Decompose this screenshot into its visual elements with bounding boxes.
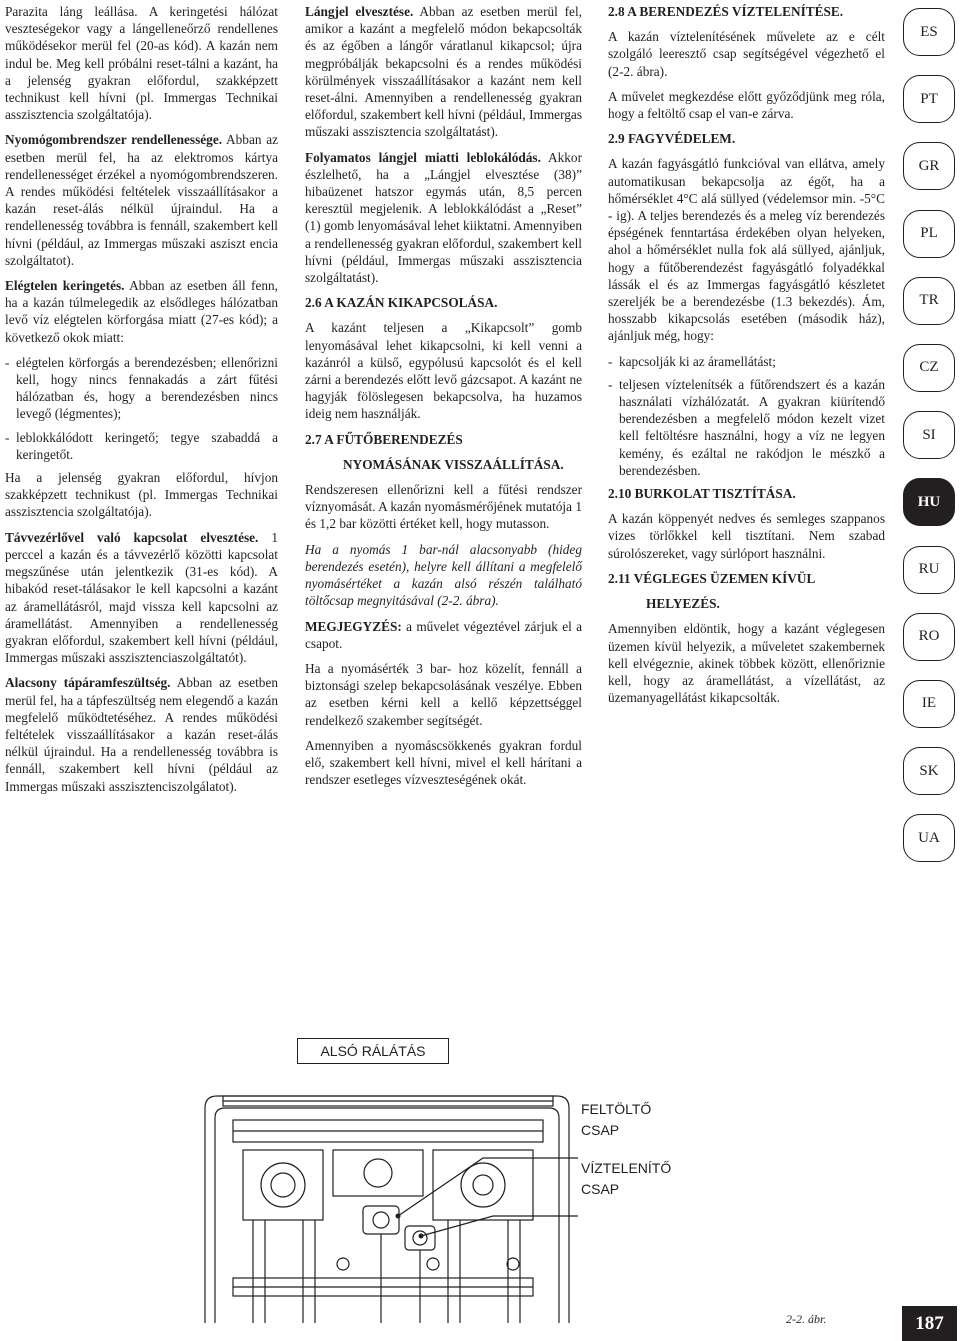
section-heading-2-11-cont: HELYEZÉS.	[646, 596, 720, 612]
paragraph: Elégtelen keringetés. Abban az esetben áll fenn, ha a kazán túlmelegedik az elsődleges hálózatban levő víz elégtelen körforgása miatt (27-es kód); a következő okok miatt:	[5, 278, 278, 345]
paragraph: A kazánt teljesen a „Kikapcsolt” gomb lenyomásával lehet kikapcsolni, ki kell venni a kazánról a külső, egypólusú kapcsolót és el kell zárni a berendezés előtt levő gázcsapot. A kazánt ne hagyják fölöslegesen bekapcsolva, ha huzamos ideig nem használják.	[305, 320, 582, 422]
tab-tr[interactable]: TR	[903, 277, 955, 325]
list-item: - kapcsolják ki az áramellátást;	[608, 353, 776, 369]
paragraph: Folyamatos lángjel miatti leblokálódás. Akkor észlelhető, ha a „Lángjel elvesztése (38)” hibaüzenet hatszor egymás után, 8,5 percen keresztül megjelenik. A leblokkálódást a „Reset” (1) gomb lenyomásával lehet kiiktatni. Amennyiben a rendellenesség gyakran előfordul, szakembert kell hívni (például, Immergas műszaki asszisztencia szolgáltatást).	[305, 149, 582, 286]
callout-drain-valve: VÍZTELENÍTŐ CSAP	[581, 1160, 672, 1197]
paragraph-heading: Elégtelen keringetés.	[5, 278, 125, 294]
tab-gr[interactable]: GR	[903, 142, 955, 190]
tab-hu[interactable]: HU	[903, 478, 955, 526]
paragraph-heading: Alacsony tápáramfeszültség.	[5, 675, 171, 691]
section-heading-2-7-cont: NYOMÁSÁNAK VISSZAÁLLÍTÁSA.	[343, 456, 564, 472]
paragraph: Alacsony tápáramfeszültség. Abban az esetben merül fel, ha a tápfeszültség nem elegendő a kazán megfelelő működtetéséhez. A rendes működési feltételek visszaállításakor a kazán reset-álás nélkül újraindul. Ha a rendellenesség továbbra is fennáll, szakembert kell hívni (például az Immergas műszaki asszisztenciszolgálatot).	[5, 675, 278, 794]
paragraph-heading: Távvezérlővel való kapcsolat elvesztése.	[5, 529, 259, 545]
paragraph: Parazita láng leállása. A keringetési hálózat veszteségekor vagy a lángelleneőrző rendellenes működésekor merül fel (20-as kód). A kazán nem indul be. Meg kell próbálni reset-tálni a kazánt, ha a jelenség gyakran előfordul, szakképzett technikust kell hívni (pl. Immergas Technikai asszisztencia szolgáltatója).	[5, 4, 278, 123]
language-tabs	[903, 8, 955, 881]
tab-pl[interactable]: PL	[903, 210, 955, 258]
section-heading-2-8: 2.8 A BERENDEZÉS VÍZTELENÍTÉSE.	[608, 4, 844, 19]
list-item: - teljesen víztelenítsék a fűtőrendszert és a kazán használati vízhálózatát. A gyakran kiürítendő berendezésben a megfelelő módon kezelt vizet kell feltöltésre használni, hogy a víz ne legyen kemény, és ezáltal ne rakódjon le mészkő a berendezésben.	[608, 376, 885, 478]
tab-ie[interactable]: IE	[903, 680, 955, 728]
column-left	[5, 3, 278, 803]
tab-pt[interactable]: PT	[903, 75, 955, 123]
paragraph: Nyomógombrendszer rendellenessége. Abban az esetben merül fel, ha az elektromos kártya rendellenességet érzékel a nyomógombrendszeren. A rendes működési feltételek visszaállításakor a kazán reset-álás nélkül újraindul. Ha a rendellenesség továbbra is fennáll, szakembert kell hívni (például, az Immergas műszaki asziszt encia szolgáltatot).	[5, 132, 279, 268]
paragraph: Rendszeresen ellenőrizni kell a fűtési rendszer víznyomását. A kazán nyomásmérőjének mutatója 1 és 1,2 bar közötti értéket kell, hogy mutasson.	[305, 482, 582, 532]
paragraph-heading: Nyomógombrendszer rendellenessége.	[5, 132, 223, 148]
paragraph: Távvezérlővel való kapcsolat elvesztése. 1 perccel a kazán és a távvezérlő közötti kapcsolat megszűnése után jelentkezik (31-es kód). A hibakód reset-tálásakor le kell kapcsolni a kazánt az áramellátásról, majd vissza kell kapcsolni az áramellátást. Amennyiben a rendellenesség gyakran előfordul, szakembert kell hívni (például, Immergas műszaki asszisztenciaszolgáltatót).	[5, 529, 278, 666]
section-heading-2-7: 2.7 A FŰTŐBERENDEZÉS	[305, 431, 463, 447]
tab-ro[interactable]: RO	[903, 613, 955, 661]
paragraph: Amennyiben eldöntik, hogy a kazánt véglegesen üzemen kívül helyezik, a műveletet szakembernek kell elvégeznie, akinek többek között, ellenőriznie kell, hogy az áramellátást, a vízellátást, az üzemanyagellátást kikapcsolták.	[608, 621, 885, 706]
paragraph: A művelet megkezdése előtt győződjünk meg róla, hogy a feltöltő csap el van-e zárva.	[608, 88, 885, 122]
paragraph-heading: Folyamatos lángjel miatti leblokálódás.	[305, 149, 541, 165]
column-right	[608, 3, 885, 714]
paragraph: A kazán víztelenítésének művelete az e célt szolgáló leeresztő csap segítségével végezhető el (2-2. ábra).	[608, 29, 885, 79]
boiler-bottom-view-figure	[193, 1038, 773, 1323]
list-item: - elégtelen körforgás a berendezésben; ellenőrizni kell, hogy nincs fennakadás a zárt fűtési hálózatban és, hogy a berendezésben nincs levegő (légmentes);	[5, 354, 278, 422]
tab-sk[interactable]: SK	[903, 747, 955, 795]
tab-ru[interactable]: RU	[903, 546, 955, 594]
paragraph: A kazán fagyásgátló funkcióval van ellátva, amely automatikusan bekapcsolja az égőt, ha a hőmérséklet 4°C alá süllyed (védelemsor min. -5°C - ig). A teljes berendezés és a meleg víz berendezés épségének fenntartása érdekében olyan helyeken, ahol a hőmérséklet nulla fok alá süllyed, ajánljuk, hogy a fűtőberendezést fagyásgátló folyadékkal lássák el és az Immergas fagyásgátló készletet szereljék be a berendezésbe (1.3 bekezdés). Ám, hosszabb kikapcsolás esetében (második ház), ajánljuk még, hogy:	[608, 156, 885, 344]
section-heading-2-9: 2.9 FAGYVÉDELEM.	[608, 131, 736, 147]
paragraph: MEGJEGYZÉS: a művelet végeztével zárjuk el a csapot.	[305, 618, 583, 651]
section-heading-2-6: 2.6 A KAZÁN KIKAPCSOLÁSA.	[305, 295, 498, 311]
figure-title: ALSÓ RÁLÁTÁS	[297, 1038, 449, 1064]
callout-fill-valve: FELTÖLTŐ CSAP	[581, 1101, 652, 1138]
paragraph: Ha a nyomásérték 3 bar- hoz közelít, fennáll a biztonsági szelep bekapcsolásának veszélye. Ebben az esetben kérni kell a kellő képzettséggel rendelkező szakember segítségét.	[305, 660, 582, 728]
tab-es[interactable]: ES	[903, 8, 955, 56]
paragraph: Ha a nyomás 1 bar-nál alacsonyabb (hideg berendezés esetén), helyre kell állítani a megfelelő nyomásértéket a kazán alsó részén található töltőcsap megnyitásával (2-2. ábra).	[305, 541, 582, 609]
paragraph: Ha a jelenség gyakran előfordul, hívjon szakképzett technikust (pl. Immergas Technikai asszisztencia szolgáltatója).	[5, 470, 278, 520]
section-heading-2-11: 2.11 VÉGLEGES ÜZEMEN KÍVÜL	[608, 570, 816, 586]
tab-cz[interactable]: CZ	[903, 344, 955, 392]
paragraph: Lángjel elvesztése. Abban az esetben merül fel, amikor a kazánt a megfelelő módon bekapcsolták és az égőben a lángőr váratlanul kikapcsol; újra megpróbálják bekapcsolni és a rendes működési körülmények visszaállításakor a kazánt nem kell reset-álni. Amennyiben a rendellenesség gyakran előfordul, szakembert kell hívni (például, Immergas műszaki asszisztencia szolgáltatást).	[305, 4, 582, 140]
column-middle	[305, 3, 582, 796]
figure-caption: 2-2. ábr.	[786, 1312, 827, 1326]
page-number: 187	[902, 1306, 957, 1341]
tab-si[interactable]: SI	[903, 411, 955, 459]
tab-ua[interactable]: UA	[903, 814, 955, 862]
paragraph: Amennyiben a nyomáscsökkenés gyakran fordul elő, szakembert kell hívni, mivel el kell hárítani a rendszer esetleges vízveszteségének okát.	[305, 737, 582, 788]
section-heading-2-10: 2.10 BURKOLAT TISZTÍTÁSA.	[608, 486, 796, 502]
paragraph-heading: Lángjel elvesztése.	[305, 4, 414, 19]
list-item: - leblokkálódott keringető; tegye szabaddá a keringetőt.	[5, 429, 278, 462]
paragraph: A kazán köppenyét nedves és semleges szappanos vizes törlőkkel kell tisztítani. Nem szabad súrolószereket, vagy súrlóport használni.	[608, 511, 885, 561]
